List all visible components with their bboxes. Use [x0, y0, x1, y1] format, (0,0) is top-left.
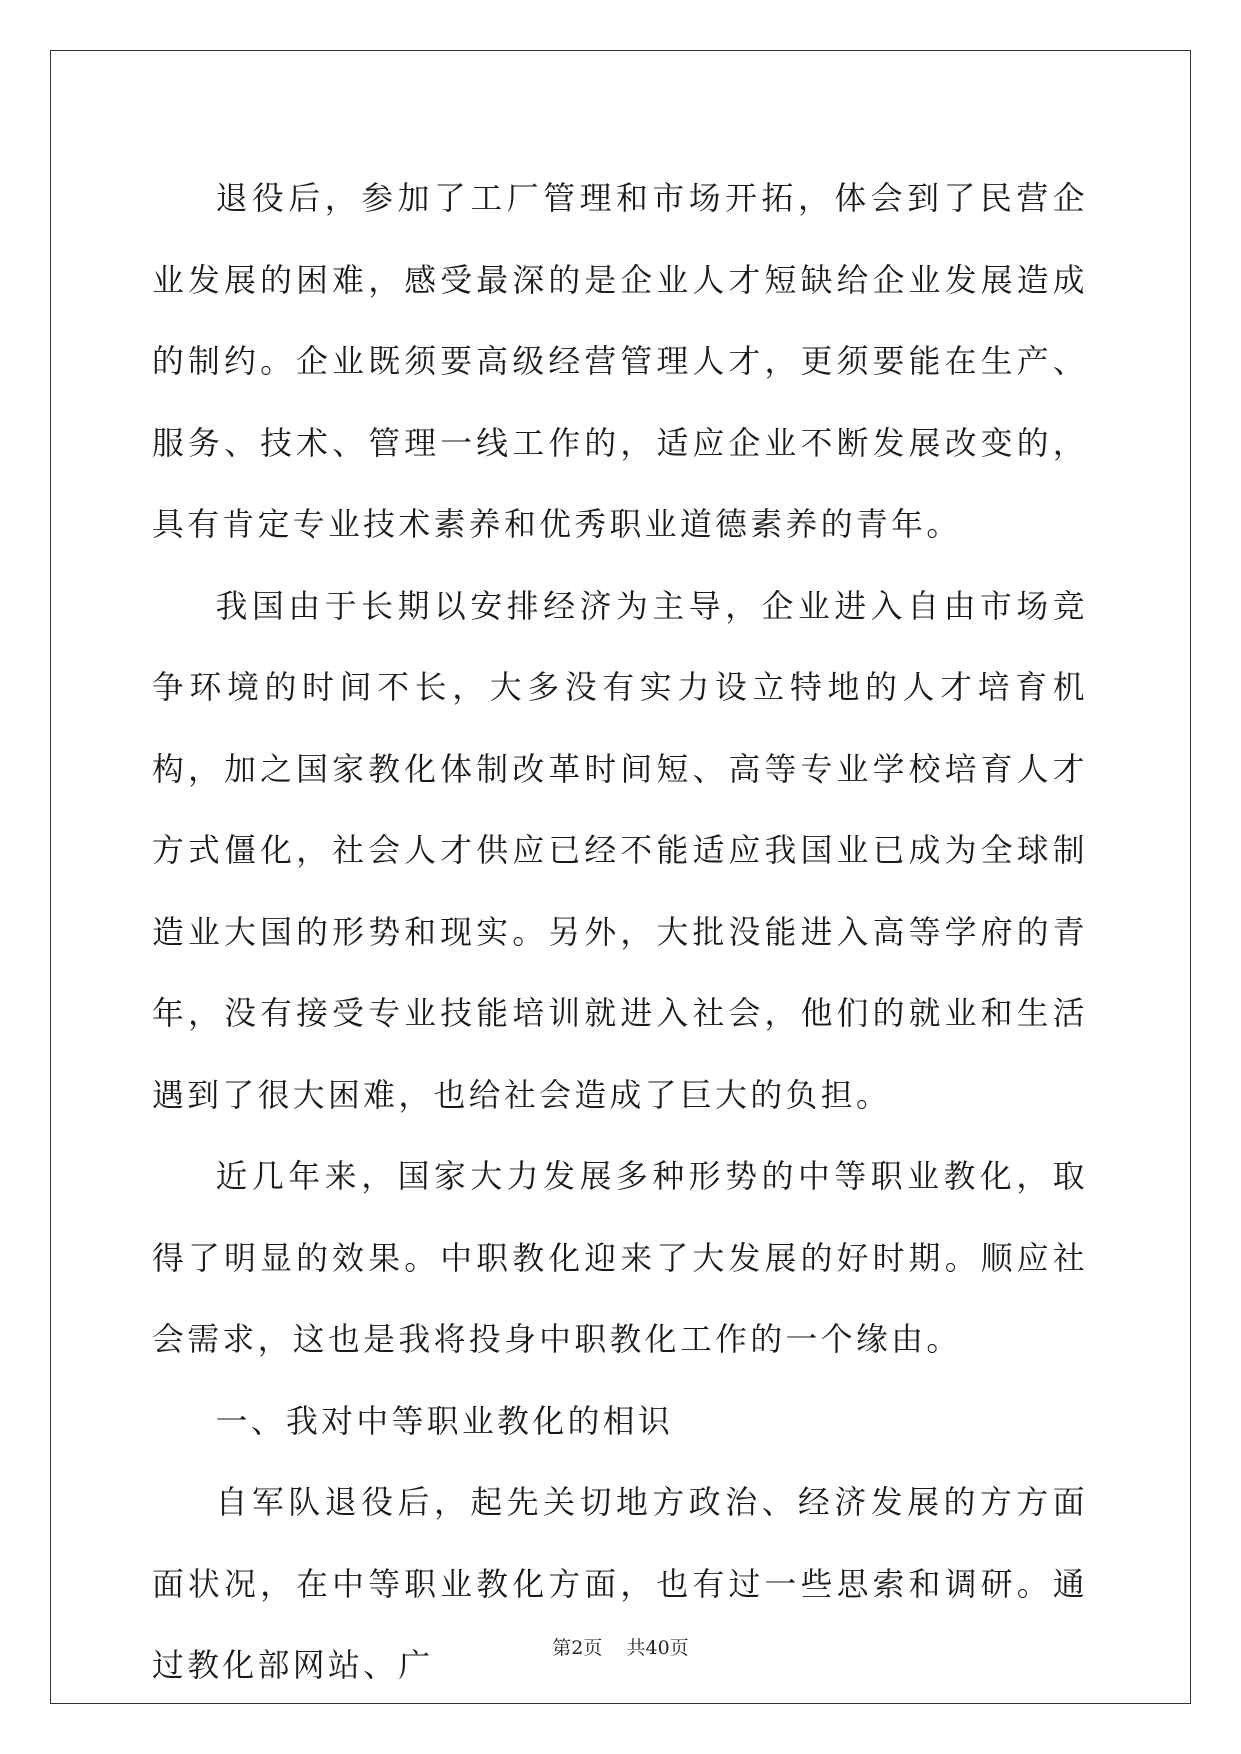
total-prefix: 共 — [626, 1637, 646, 1659]
page-number: 2 — [571, 1637, 584, 1659]
paragraph: 退役后，参加了工厂管理和市场开拓，体会到了民营企业发展的困难，感受最深的是企业人才短缺给企业发展造成的制约。企业既须要高级经营管理人才，更须要能在生产、服务、技术、管理一线工作的，适应企业不断发展改变的，具有肯定专业技术素养和优秀职业道德素养的青年。 — [152, 180, 1088, 543]
section-heading: 一、我对中等职业教化的相识 — [215, 1402, 674, 1440]
page-footer — [0, 1633, 1241, 1660]
paragraph: 我国由于长期以安排经济为主导，企业进入自由市场竞争环境的时间不长，大多没有实力设立特地的人才培育机构，加之国家教化体制改革时间短、高等专业学校培育人才方式僵化，社会人才供应已经不能适应我国业已成为全球制造业大国的形势和现实。另外，大批没能进入高等学府的青年，没有接受专业技能培训就进入社会，他们的就业和生活遇到了很大困难，也给社会造成了巨大的负担。 — [152, 587, 1088, 1114]
document-body — [152, 158, 1088, 1707]
paragraph: 自军队退役后，起先关切地方政治、经济发展的方方面面状况，在中等职业教化方面，也有过一些思索和调研。通过教化部网站、广 — [152, 1484, 1088, 1684]
total-pages: 40 — [645, 1637, 670, 1659]
total-suffix: 页 — [669, 1637, 689, 1659]
paragraph: 近几年来，国家大力发展多种形势的中等职业教化，取得了明显的效果。中职教化迎来了大发展的好时期。顺应社会需求，这也是我将投身中职教化工作的一个缘由。 — [152, 1158, 1088, 1358]
page-prefix: 第 — [552, 1637, 572, 1659]
page-suffix: 页 — [583, 1637, 603, 1659]
